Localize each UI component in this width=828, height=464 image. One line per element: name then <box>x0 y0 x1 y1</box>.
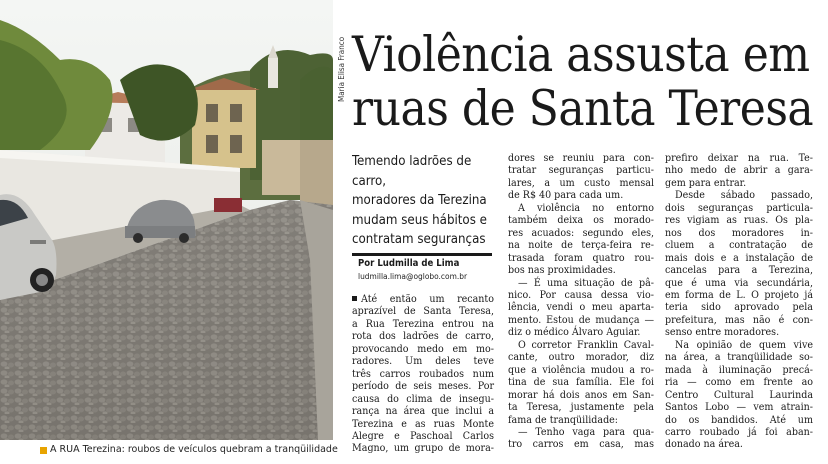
body-line: lares, a um custo mensal <box>508 176 654 189</box>
body-line: res acuados: segundo eles, <box>508 226 654 239</box>
body-paragraph <box>508 426 654 451</box>
body-line: Na opinião de quem vive <box>675 338 813 351</box>
body-paragraph <box>508 339 654 426</box>
body-line: também deixa os morado- <box>508 214 654 227</box>
body-line: res vigiam as ruas. Os pla- <box>665 214 813 227</box>
body-line: aprazível de Santa Teresa, <box>352 305 494 318</box>
body-line: a Rua Terezina entrou na <box>352 317 494 330</box>
byline-rule <box>352 253 492 256</box>
body-line: nos dos moradores in- <box>665 226 813 239</box>
body-line: Até então um recanto <box>352 293 494 305</box>
body-line: — É uma situação de pâ- <box>518 276 654 289</box>
body-line: rança na área que inclui a <box>352 405 494 418</box>
body-paragraph <box>352 293 494 455</box>
body-line: prefiro deixar na rua. Te- <box>665 152 813 164</box>
body-line: dois seguranças particula- <box>665 201 813 214</box>
body-line: tina de sua família. Ele foi <box>508 376 654 389</box>
caption-marker <box>40 447 47 454</box>
body-line: senso entre moradores. <box>665 326 780 339</box>
bullet-icon <box>352 296 357 301</box>
headline-line-2: ruas de Santa Teresa <box>352 80 814 137</box>
photo-credit: Maria Elisa Franco <box>337 36 346 102</box>
body-line: Centro Cultural Laurinda <box>665 388 813 401</box>
body-paragraph <box>665 152 813 189</box>
body-paragraph <box>508 277 654 339</box>
body-line: teria sido aprovado pela <box>665 301 813 314</box>
headline-line-1: Violência assusta em <box>352 26 810 83</box>
body-line: donado na área. <box>665 438 743 451</box>
body-column-1 <box>352 293 494 455</box>
body-line: cluem a contratação de <box>665 239 813 252</box>
body-column-2 <box>508 152 654 451</box>
body-line: período de seis meses. Por <box>352 380 494 393</box>
photo-caption: A RUA Terezina: roubos de veículos quebram a tranqüilidade <box>50 444 338 455</box>
article-headline <box>352 28 822 136</box>
body-line: O corretor Franklin Caval- <box>518 338 654 351</box>
body-line: A violência no entorno <box>518 201 654 214</box>
body-line: — Tenho vaga para qua- <box>518 425 654 438</box>
body-paragraph <box>665 189 813 338</box>
article-photo <box>0 0 333 440</box>
body-line: na área, a tranqüilidade so- <box>665 351 813 364</box>
body-line: do os bandidos. Até um <box>665 413 813 426</box>
body-line: causa do clima de insegu- <box>352 392 494 405</box>
body-line: Desde sábado passado, <box>675 189 813 202</box>
body-line: Alegre e Paschoal Carlos <box>352 429 494 442</box>
body-line: Santos Lobo — vem atrain- <box>665 401 813 414</box>
body-line: mento. Estou de mudança — <box>508 313 654 326</box>
body-line: lência, vendi o meu aparta- <box>508 301 654 314</box>
body-line: Terezina e as ruas Monte <box>352 417 494 430</box>
body-line: na noite de terça-feira re- <box>508 239 654 252</box>
body-line: tro carros em casa, mas <box>508 438 654 451</box>
body-line: radores. Um deles teve <box>352 355 494 368</box>
body-line: rota dos ladrões de carro, <box>352 330 494 343</box>
body-line: diz o médico Álvaro Aguiar. <box>508 326 641 339</box>
body-paragraph <box>508 152 654 202</box>
body-line: dores se reuniu para con- <box>508 152 654 164</box>
body-line: Magno, um grupo de mora- <box>352 442 494 455</box>
body-line: três carros roubados num <box>352 367 494 380</box>
body-line: tratar seguranças particu- <box>508 164 654 177</box>
deck-line: mudam seus hábitos e <box>352 212 487 228</box>
body-line: mais dois e a instalação de <box>665 251 813 264</box>
deck-line: contratam seguranças <box>352 232 486 247</box>
body-paragraph <box>508 202 654 277</box>
body-paragraph <box>665 339 813 451</box>
article-deck <box>352 152 500 250</box>
body-line: cante, outro morador, diz <box>508 351 654 364</box>
body-line: bos nas proximidades. <box>508 264 616 277</box>
body-line: morar há dois anos em San- <box>508 388 654 401</box>
body-line: nico. Por causa dessa vio- <box>508 288 654 301</box>
body-line: que é uma via secundária, <box>665 276 813 289</box>
body-line: gem para entrar. <box>665 176 747 189</box>
byline-email[interactable]: ludmilla.lima@oglobo.com.br <box>358 271 468 281</box>
body-line: provocando medo em mo- <box>352 342 494 355</box>
body-column-3 <box>665 152 813 451</box>
body-line: em forma de L. O projeto já <box>665 288 813 301</box>
body-line: mada à iluminação precá- <box>665 363 813 376</box>
body-line: de R$ 40 para cada um. <box>508 189 624 202</box>
body-line: cancelas para a Terezina, <box>665 264 813 277</box>
body-line: ria — como em frente ao <box>665 376 813 389</box>
body-line: trasada foram quatro rou- <box>508 251 654 264</box>
byline-author: Por Ludmilla de Lima <box>358 258 460 269</box>
body-line: que a violência mudou a ro- <box>508 363 654 376</box>
body-line: ta Teresa, justamente pela <box>508 401 654 414</box>
body-line: fama de tranqüilidade: <box>508 413 619 426</box>
body-line: carro roubado já foi aban- <box>665 425 813 438</box>
deck-line: moradores da Terezina <box>352 193 487 208</box>
body-line: prefeitura, mas não é con- <box>665 313 813 326</box>
body-line: nho medo de abrir a gara- <box>665 164 813 177</box>
deck-line: Temendo ladrões de carro, <box>352 154 472 189</box>
